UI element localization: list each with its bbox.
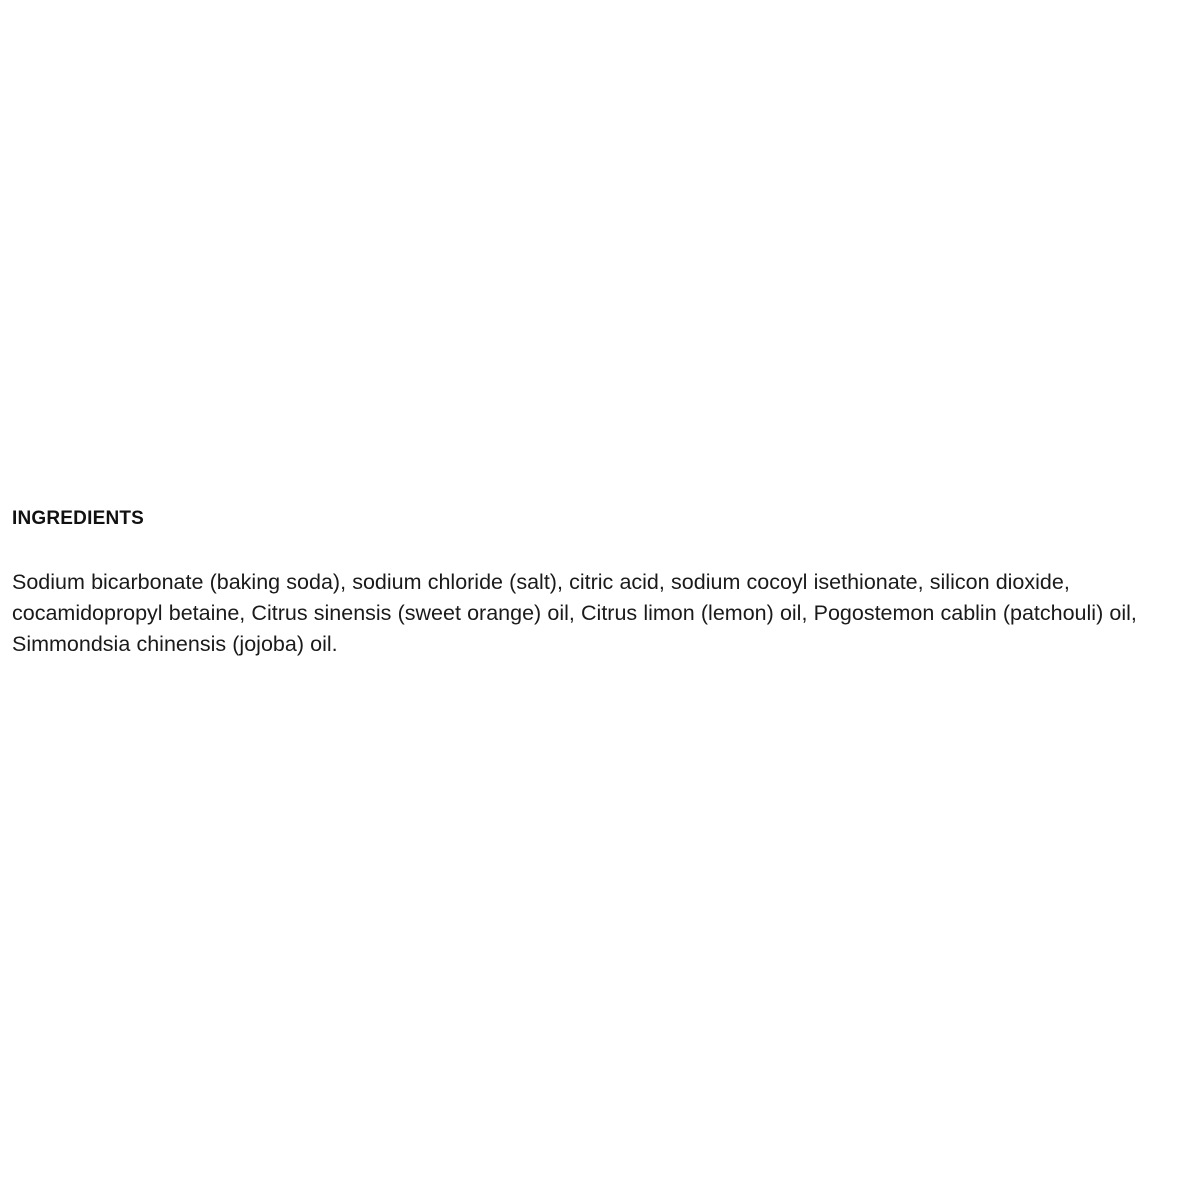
ingredients-section	[12, 508, 1192, 660]
ingredients-list-text: Sodium bicarbonate (baking soda), sodium chloride (salt), citric acid, sodium cocoyl isethionate, silicon dioxide, cocamidopropyl betaine, Citrus sinensis (sweet orange) oil, Citrus limon (lemon) oil, Pogostemon cablin (patchouli) oil, Simmondsia chinensis (jojoba) oil.	[12, 569, 1137, 656]
section-heading-ingredients: INGREDIENTS	[12, 508, 145, 529]
